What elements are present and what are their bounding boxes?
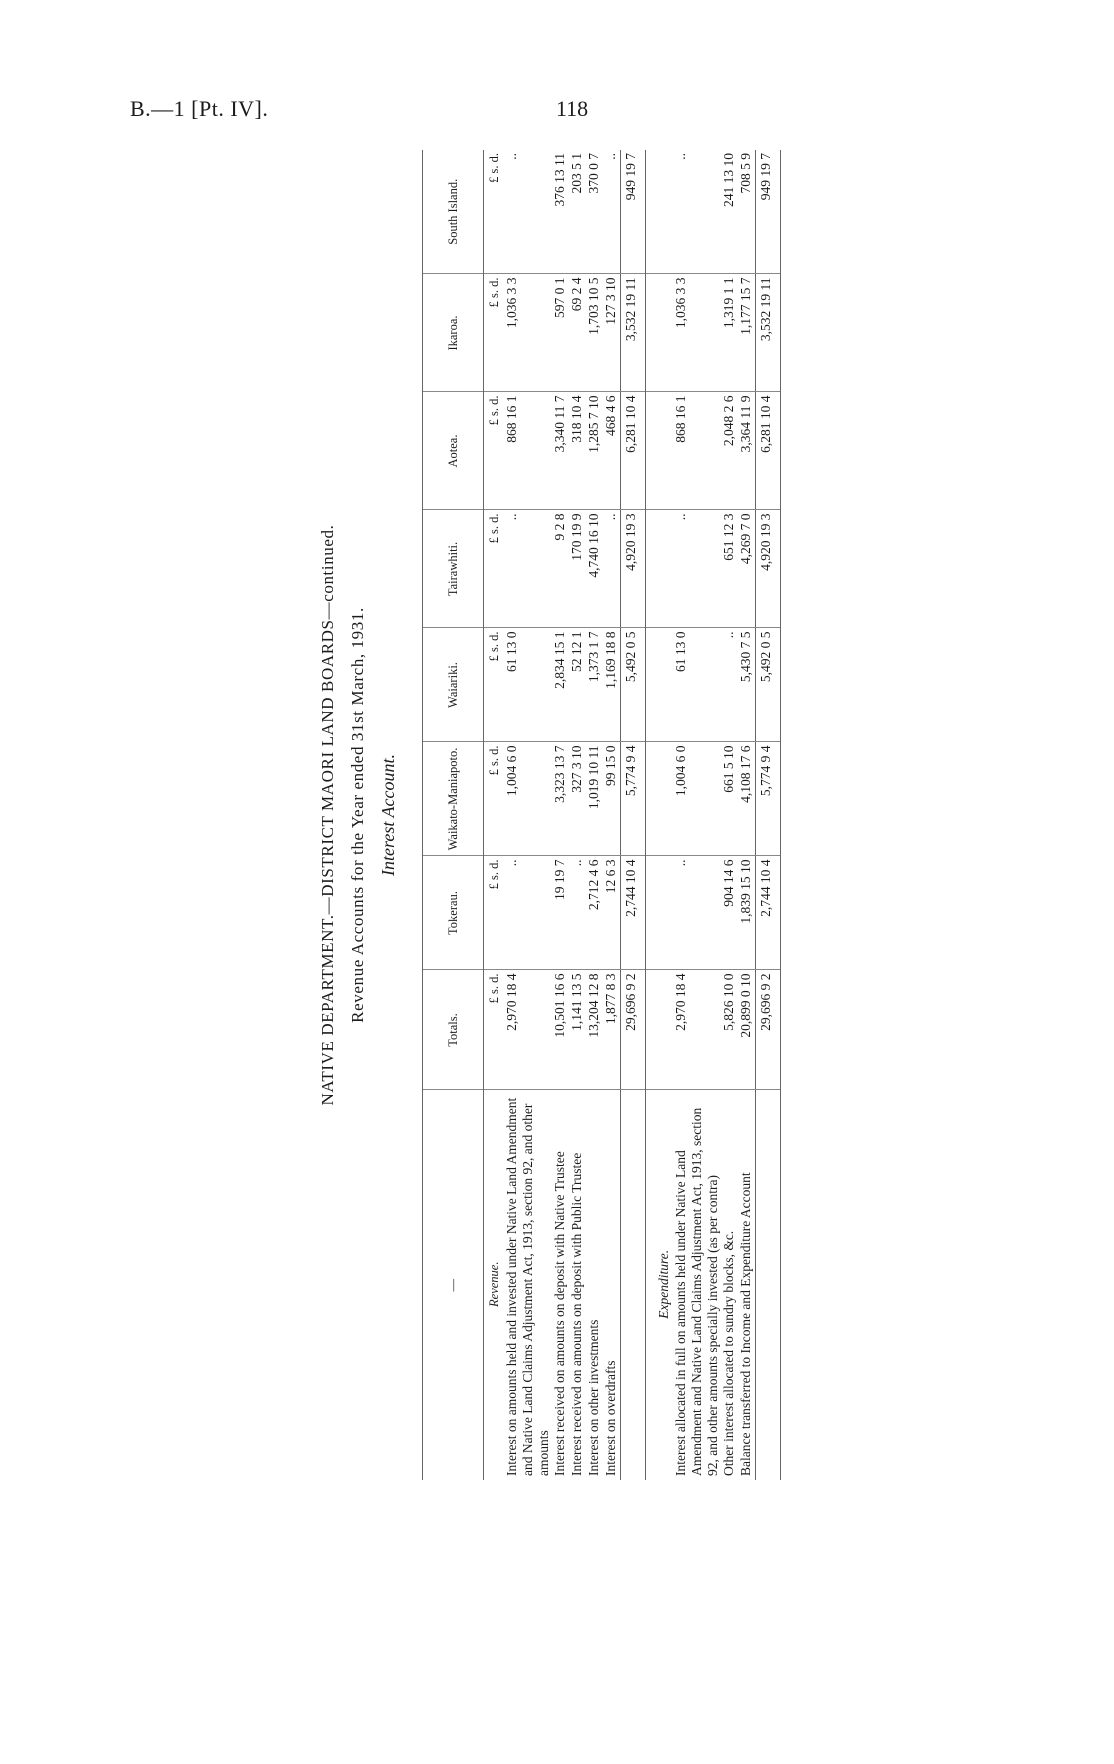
row-label-empty bbox=[621, 1090, 646, 1480]
cell-value: 651 12 3 bbox=[721, 510, 738, 628]
total-value: 949 19 7 bbox=[756, 150, 781, 274]
cell-value: 904 14 6 bbox=[721, 856, 738, 970]
cell-value: 1,703 10 5 bbox=[586, 274, 603, 392]
total-value: 4,920 19 3 bbox=[621, 510, 646, 628]
cell-value: 2,048 2 6 bbox=[721, 392, 738, 510]
cell-value: 69 2 4 bbox=[569, 274, 586, 392]
table-row bbox=[721, 150, 738, 1480]
total-value: 5,774 9 4 bbox=[756, 742, 781, 856]
cell-value: 370 0 7 bbox=[586, 150, 603, 274]
total-value: 5,492 0 5 bbox=[756, 628, 781, 742]
cell-value: 12 6 3 bbox=[603, 856, 621, 970]
total-value: 6,281 10 4 bbox=[621, 392, 646, 510]
column-header-row bbox=[423, 150, 484, 1480]
cell-value: 1,839 15 10 bbox=[738, 856, 756, 970]
table-row bbox=[586, 150, 603, 1480]
cell-value: 19 19 7 bbox=[552, 856, 569, 970]
column-header-tokerau: Tokerau. bbox=[423, 856, 484, 970]
account-name: Interest Account. bbox=[378, 754, 398, 876]
cell-value: .. bbox=[673, 510, 721, 628]
cell-value: 127 3 10 bbox=[603, 274, 621, 392]
expenditure-heading: Expenditure. bbox=[656, 1249, 671, 1319]
table-row bbox=[603, 150, 621, 1480]
cell-value: .. bbox=[504, 510, 552, 628]
cell-value: .. bbox=[603, 510, 621, 628]
cell-value: .. bbox=[603, 150, 621, 274]
cell-value: 868 16 1 bbox=[504, 392, 552, 510]
total-value: 2,744 10 4 bbox=[756, 856, 781, 970]
cell-value: 1,373 1 7 bbox=[586, 628, 603, 742]
cell-value: 2,712 4 6 bbox=[586, 856, 603, 970]
revenue-heading: Revenue. bbox=[487, 1261, 501, 1307]
total-value: 2,744 10 4 bbox=[621, 856, 646, 970]
cell-value: 661 5 10 bbox=[721, 742, 738, 856]
cell-value: 20,899 0 10 bbox=[738, 970, 756, 1090]
cell-value: 10,501 16 6 bbox=[552, 970, 569, 1090]
expenditure-total-row bbox=[756, 150, 781, 1480]
cell-value: 4,269 7 0 bbox=[738, 510, 756, 628]
table-row bbox=[552, 150, 569, 1480]
column-header-description: — bbox=[423, 1090, 484, 1480]
cell-value: 99 15 0 bbox=[603, 742, 621, 856]
cell-value: .. bbox=[569, 856, 586, 970]
row-label: Interest on overdrafts bbox=[603, 1360, 618, 1476]
total-value: 3,532 19 11 bbox=[756, 274, 781, 392]
cell-value: 5,826 10 0 bbox=[721, 970, 738, 1090]
interest-account-table bbox=[422, 150, 781, 1480]
total-value: 4,920 19 3 bbox=[756, 510, 781, 628]
cell-value: 170 19 9 bbox=[569, 510, 586, 628]
cell-value: 1,177 15 7 bbox=[738, 274, 756, 392]
expenditure-heading-row bbox=[646, 150, 674, 1480]
table-row bbox=[504, 150, 552, 1480]
cell-value: .. bbox=[504, 150, 552, 274]
row-label-empty bbox=[756, 1090, 781, 1480]
total-value: 3,532 19 11 bbox=[621, 274, 646, 392]
column-header-south-island: South Island. bbox=[423, 150, 484, 274]
cell-value: 1,004 6 0 bbox=[504, 742, 552, 856]
cell-value: 61 13 0 bbox=[673, 628, 721, 742]
total-value: 5,774 9 4 bbox=[621, 742, 646, 856]
table-titles bbox=[310, 150, 422, 1480]
units-label: £ s. d. bbox=[484, 274, 505, 392]
cell-value: 1,141 13 5 bbox=[569, 970, 586, 1090]
cell-value: 4,108 17 6 bbox=[738, 742, 756, 856]
cell-value: 2,970 18 4 bbox=[673, 970, 721, 1090]
column-header-waiariki: Waiariki. bbox=[423, 628, 484, 742]
units-row bbox=[484, 150, 505, 1480]
units-label: £ s. d. bbox=[484, 856, 505, 970]
column-header-ikaroa: Ikaroa. bbox=[423, 274, 484, 392]
cell-value: 9 2 8 bbox=[552, 510, 569, 628]
units-label: £ s. d. bbox=[484, 742, 505, 856]
cell-value: .. bbox=[721, 628, 738, 742]
cell-value: 708 5 9 bbox=[738, 150, 756, 274]
units-label: £ s. d. bbox=[484, 392, 505, 510]
cell-value: 3,323 13 7 bbox=[552, 742, 569, 856]
cell-value: 3,364 11 9 bbox=[738, 392, 756, 510]
row-label: Interest on amounts held and invested under Native Land Amendment and Native Land Claims Adjustment Act, 1913, section 92, and other amounts bbox=[504, 1097, 551, 1476]
table-row bbox=[673, 150, 721, 1480]
cell-value: .. bbox=[673, 150, 721, 274]
cell-value: 1,036 3 3 bbox=[673, 274, 721, 392]
total-value: 29,696 9 2 bbox=[756, 970, 781, 1090]
row-label: Interest allocated in full on amounts held under Native Land Amendment and Native Land Claims Adjustment Act, 1913, section 92, and other amounts specially invested (as per contra) bbox=[673, 1107, 720, 1476]
cell-value: 1,285 7 10 bbox=[586, 392, 603, 510]
cell-value: 318 10 4 bbox=[569, 392, 586, 510]
cell-value: 13,204 12 8 bbox=[586, 970, 603, 1090]
row-label: Balance transferred to Income and Expenditure Account bbox=[738, 1172, 753, 1476]
row-label: Interest received on amounts on deposit with Public Trustee bbox=[569, 1152, 584, 1476]
cell-value: .. bbox=[673, 856, 721, 970]
table-row bbox=[738, 150, 756, 1480]
cell-value: 1,004 6 0 bbox=[673, 742, 721, 856]
cell-value: 597 0 1 bbox=[552, 274, 569, 392]
cell-value: 868 16 1 bbox=[673, 392, 721, 510]
cell-value: .. bbox=[504, 856, 552, 970]
cell-value: 327 3 10 bbox=[569, 742, 586, 856]
units-label: £ s. d. bbox=[484, 150, 505, 274]
cell-value: 2,970 18 4 bbox=[504, 970, 552, 1090]
table-row bbox=[569, 150, 586, 1480]
column-header-totals: Totals. bbox=[423, 970, 484, 1090]
total-value: 5,492 0 5 bbox=[621, 628, 646, 742]
column-header-waikato-maniapoto: Waikato-Maniapoto. bbox=[423, 742, 484, 856]
row-label: Other interest allocated to sundry blocks, &c. bbox=[721, 1230, 736, 1476]
cell-value: 1,019 10 11 bbox=[586, 742, 603, 856]
units-label: £ s. d. bbox=[484, 970, 505, 1090]
row-label: Interest received on amounts on deposit with Native Trustee bbox=[552, 1151, 567, 1476]
page-header-reference: B.—1 [Pt. IV]. bbox=[130, 96, 269, 121]
cell-value: 376 13 11 bbox=[552, 150, 569, 274]
cell-value: 52 12 1 bbox=[569, 628, 586, 742]
cell-value: 1,319 1 1 bbox=[721, 274, 738, 392]
page-number: 118 bbox=[556, 96, 589, 121]
cell-value: 3,340 11 7 bbox=[552, 392, 569, 510]
accounts-subtitle: Revenue Accounts for the Year ended 31st March, 1931. bbox=[348, 607, 367, 1023]
total-value: 949 19 7 bbox=[621, 150, 646, 274]
cell-value: 61 13 0 bbox=[504, 628, 552, 742]
cell-value: 1,877 8 3 bbox=[603, 970, 621, 1090]
units-label: £ s. d. bbox=[484, 510, 505, 628]
cell-value: 241 13 10 bbox=[721, 150, 738, 274]
department-title: NATIVE DEPARTMENT.—DISTRICT MAORI LAND BOARDS—continued. bbox=[318, 524, 337, 1106]
cell-value: 4,740 16 10 bbox=[586, 510, 603, 628]
row-label: Interest on other investments bbox=[586, 1319, 601, 1476]
cell-value: 468 4 6 bbox=[603, 392, 621, 510]
total-value: 6,281 10 4 bbox=[756, 392, 781, 510]
units-label: £ s. d. bbox=[484, 628, 505, 742]
column-header-aotea: Aotea. bbox=[423, 392, 484, 510]
cell-value: 203 5 1 bbox=[569, 150, 586, 274]
cell-value: 1,036 3 3 bbox=[504, 274, 552, 392]
revenue-total-row bbox=[621, 150, 646, 1480]
cell-value: 5,430 7 5 bbox=[738, 628, 756, 742]
total-value: 29,696 9 2 bbox=[621, 970, 646, 1090]
cell-value: 1,169 18 8 bbox=[603, 628, 621, 742]
cell-value: 2,834 15 1 bbox=[552, 628, 569, 742]
rotated-table-block bbox=[310, 150, 810, 1480]
column-header-tairawhiti: Tairawhiti. bbox=[423, 510, 484, 628]
